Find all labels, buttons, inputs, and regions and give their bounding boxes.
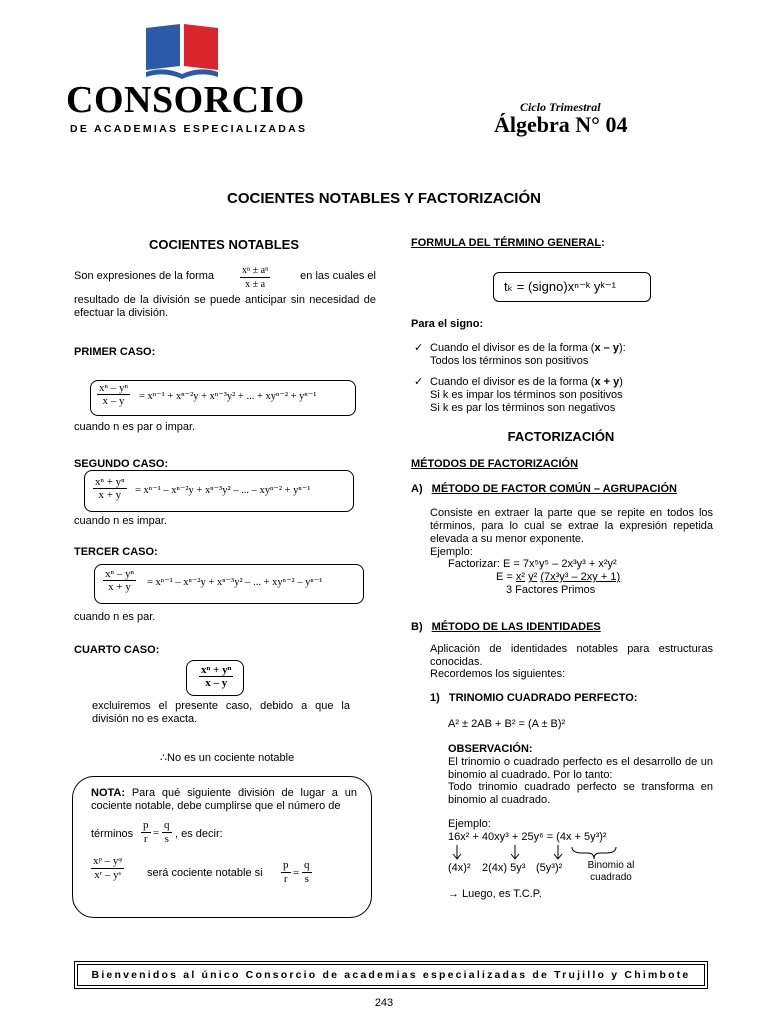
- case1-note: cuando n es par o impar.: [74, 421, 196, 433]
- case2-fraction: [93, 476, 127, 501]
- nota-p: p: [143, 819, 149, 831]
- intro-line2: resultado de la división se puede anticipar sin necesidad de efectuar la división.: [74, 294, 376, 319]
- nota-text-c: , es decir:: [175, 828, 223, 840]
- case4-note: excluiremos el presente caso, debido a que la división no es exacta.: [92, 700, 350, 725]
- sign1-text-d: Todos los términos son positivos: [430, 355, 589, 367]
- case1-den: x – y: [102, 395, 125, 407]
- sign2-text-c: ): [619, 376, 623, 388]
- nota-text: [91, 787, 357, 813]
- nota-p2: p: [283, 859, 289, 871]
- methodB-heading: [411, 621, 601, 634]
- sign2-text-b: x + y: [594, 376, 620, 388]
- nota-box: [72, 776, 372, 918]
- methodB-recordemos: Recordemos los siguientes:: [430, 668, 566, 680]
- ej2-label: Ejemplo:: [448, 818, 491, 830]
- case1-num: xⁿ – yⁿ: [99, 382, 128, 394]
- tcp-title: TRINOMIO CUADRADO PERFECTO:: [448, 692, 638, 704]
- methodB-title: MÉTODO DE LAS IDENTIDADES: [431, 621, 601, 633]
- case1-rhs: = xⁿ⁻¹ + xⁿ⁻²y + xⁿ⁻³y² + ... + xyⁿ⁻² + yⁿ⁻¹: [139, 391, 317, 402]
- nota-frac-qs: [162, 819, 172, 846]
- methodB-letter: B): [411, 621, 423, 633]
- methodA-title: MÉTODO DE FACTOR COMÚN – AGRUPACIÓN: [431, 483, 677, 495]
- intro-fraction: [240, 264, 270, 291]
- nota-frac-pr: [141, 819, 151, 846]
- methodA-text: Consiste en extraer la parte que se repite en todos los términos, para lo cual se extrae la expresión repetida elevada a su menor exponente.: [430, 507, 713, 545]
- case1-label: PRIMER CASO:: [74, 346, 156, 358]
- ej2-expr: 16x² + 40xy³ + 25y⁶ =: [448, 831, 557, 843]
- case2-rhs: = xⁿ⁻¹ – xⁿ⁻²y + xⁿ⁻³y² – ... – xyⁿ⁻² + yⁿ⁻¹: [135, 485, 311, 496]
- intro-text-b: en las cuales el: [300, 270, 376, 282]
- case3-label: TERCER CASO:: [74, 546, 158, 558]
- case3-num: xⁿ – yⁿ: [105, 568, 134, 580]
- nota-frac-pr2: [281, 859, 291, 886]
- sign1-text-b: x – y: [594, 342, 619, 354]
- case2-formula-box: [84, 470, 354, 512]
- check-icon: ✓: [414, 342, 424, 354]
- obs-label: OBSERVACIÓN:: [448, 743, 533, 755]
- case2-label: SEGUNDO CASO:: [74, 458, 169, 470]
- case4-den: x – y: [205, 677, 228, 689]
- factorizacion-heading: FACTORIZACIÓN: [507, 429, 615, 444]
- sign2-text-d: Si k es impar los términos son positivos: [430, 389, 623, 401]
- methodA-factorizar: Factorizar: E = 7x⁵y⁵ – 2x³y³ + x²y²: [448, 558, 617, 570]
- formula-heading-text: FORMULA DEL TÉRMINO GENERAL: [411, 237, 602, 249]
- methodA-factor-x2: x²: [515, 571, 526, 583]
- case2-num: xⁿ + yⁿ: [95, 476, 125, 488]
- nota-text-b: términos: [91, 828, 134, 840]
- book-logo-icon: [144, 22, 220, 80]
- sign2-text-e: Si k es par los términos son negativos: [430, 402, 616, 414]
- case3-note: cuando n es par.: [74, 611, 156, 623]
- sign-rule-1: [414, 342, 714, 368]
- tcp-formula: A² ± 2AB + B² = (A ± B)²: [448, 718, 566, 730]
- check-icon: ✓: [414, 376, 424, 388]
- logo-subtitle: DE ACADEMIAS ESPECIALIZADAS: [70, 123, 308, 135]
- case4-formula-box: [186, 660, 244, 696]
- sign1-text-c: ):: [618, 342, 626, 354]
- case3-formula-box: [94, 564, 364, 604]
- methodA-factores: 3 Factores Primos: [506, 584, 596, 596]
- nota-text-a: Para qué siguiente división de lugar a un cociente notable, debe cumplirse que el número de: [91, 787, 357, 812]
- methodA-factor-y2: y²: [528, 571, 538, 583]
- formula-heading: [411, 237, 605, 250]
- case3-fraction: [103, 568, 136, 593]
- case1-fraction: [97, 382, 130, 407]
- nota-div-den: xʳ – yˢ: [94, 869, 121, 881]
- general-term-box: [493, 272, 651, 302]
- methodA-result: [496, 571, 620, 584]
- nota-frac-qs2: [302, 859, 312, 886]
- luego-text: → Luego, es T.C.P.: [448, 888, 542, 900]
- methods-heading: MÉTODOS DE FACTORIZACIÓN: [411, 458, 579, 470]
- nota-q: q: [164, 819, 170, 831]
- nota-condition-line: [91, 855, 361, 895]
- binomio-label: Binomio al cuadrado: [587, 860, 635, 883]
- tcp-number: 1): [430, 692, 440, 704]
- nota-q2: q: [304, 859, 310, 871]
- sign-rule-2: [414, 376, 714, 415]
- nota-r2: r: [283, 873, 288, 885]
- obs-text1: El trinomio o cuadrado perfecto es el desarrollo de un binomio al cuadrado. Por lo tanto:: [448, 756, 713, 781]
- methodA-result-e: E =: [496, 571, 516, 583]
- nota-eq2: =: [293, 867, 300, 879]
- logo: [66, 22, 308, 135]
- methodA-example-label: Ejemplo:: [430, 546, 473, 558]
- nota-div-num: xᵖ – yᵠ: [93, 855, 123, 867]
- footer-banner-text: Bienvenidos al único Consorcio de academias especializadas de Trujillo y Chimbote: [91, 969, 691, 981]
- ej2-term3: (5y³)²: [536, 862, 563, 874]
- nota-terms-line: [91, 819, 291, 849]
- nota-div-fraction: [91, 855, 124, 882]
- intro-frac-num: xⁿ ± aⁿ: [242, 265, 269, 276]
- intro-line1: [74, 264, 376, 292]
- page-title: COCIENTES NOTABLES Y FACTORIZACIÓN: [227, 190, 541, 207]
- nota-eq1: =: [153, 827, 160, 839]
- cycle-label: Ciclo Trimestral: [520, 100, 601, 114]
- sign2-text-a: Cuando el divisor es de la forma (: [430, 376, 595, 388]
- methodB-text: Aplicación de identidades notables para estructuras conocidas.: [430, 643, 713, 668]
- nota-r: r: [143, 833, 148, 845]
- case4-conclusion: ∴No es un cociente notable: [160, 752, 295, 764]
- sign1-text-a: Cuando el divisor es de la forma (: [430, 342, 595, 354]
- general-term-formula: tₖ = (signo)xⁿ⁻ᵏ yᵏ⁻¹: [504, 279, 616, 294]
- case2-note: cuando n es impar.: [74, 515, 167, 527]
- formula-heading-colon: :: [601, 237, 605, 249]
- ej2-term2: 2(4x) 5y³: [482, 862, 526, 874]
- ej2-result: (4x + 5y³)²: [556, 831, 607, 843]
- sign-heading: Para el signo:: [411, 318, 484, 330]
- footer-banner: [74, 961, 708, 989]
- subject-title: Álgebra N° 04: [494, 112, 628, 137]
- case2-den: x + y: [98, 489, 122, 501]
- case4-label: CUARTO CASO:: [74, 644, 160, 656]
- ej2-term1: (4x)²: [448, 862, 471, 874]
- methodA-heading: [411, 483, 677, 496]
- obs-text2: Todo trinomio cuadrado perfecto se transforma en binomio al cuadrado.: [448, 781, 713, 806]
- methodA-factor-paren: (7x³y³ – 2xy + 1): [540, 571, 621, 583]
- page-number: 243: [374, 997, 394, 1009]
- logo-name: CONSORCIO: [66, 79, 305, 121]
- case3-den: x + y: [108, 581, 131, 593]
- intro-text-a: Son expresiones de la forma: [74, 270, 215, 282]
- case4-fraction: [199, 664, 233, 689]
- nota-s2: s: [304, 873, 309, 885]
- section-heading-cocientes: COCIENTES NOTABLES: [149, 237, 299, 252]
- nota-text-d: será cociente notable si: [147, 867, 263, 879]
- tcp-heading: [430, 692, 637, 705]
- case1-formula-box: [90, 380, 356, 416]
- nota-label: NOTA:: [91, 787, 126, 799]
- case3-rhs: = xⁿ⁻¹ – xⁿ⁻²y + xⁿ⁻³y² – ... + xyⁿ⁻² – yⁿ⁻¹: [147, 577, 323, 588]
- methodA-letter: A): [411, 483, 423, 495]
- intro-frac-den: x ± a: [245, 279, 266, 290]
- nota-s: s: [164, 833, 169, 845]
- case4-num: xⁿ + yⁿ: [201, 664, 232, 676]
